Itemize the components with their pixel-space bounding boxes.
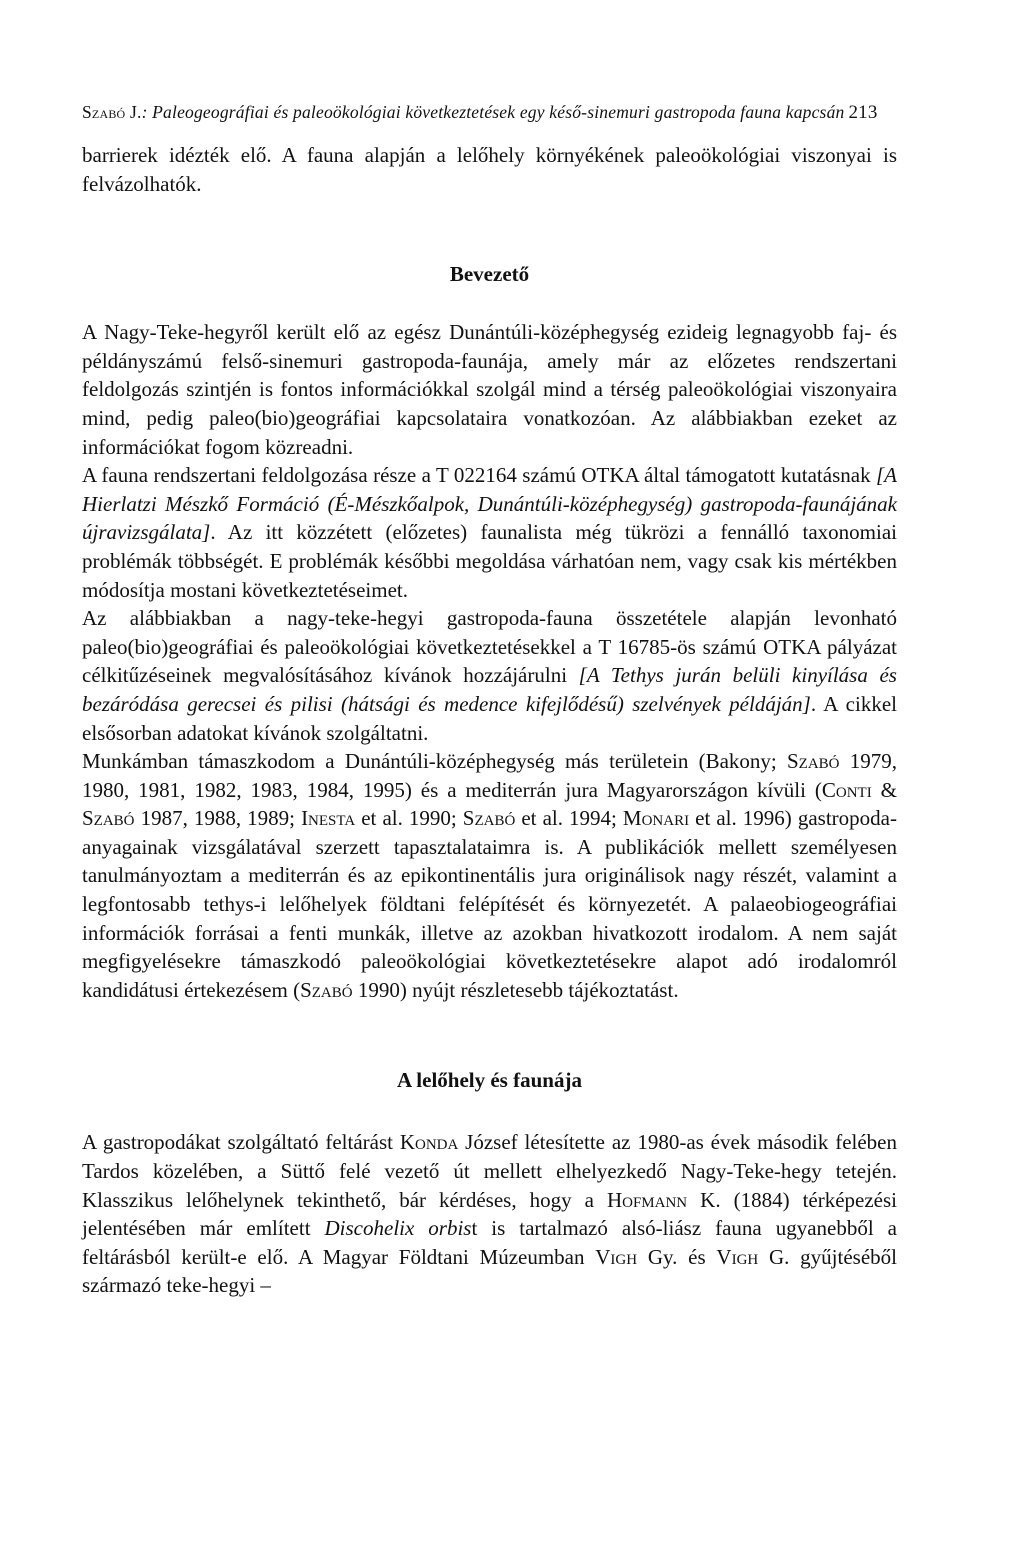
- author-name: Conti: [821, 777, 872, 802]
- text-run: A gastropodákat szolgáltató feltárást: [82, 1130, 400, 1155]
- section-heading-locality: A lelőhely és faunája: [397, 1068, 582, 1093]
- taxon-name-italic: Discohelix orbis: [324, 1216, 472, 1241]
- text-run: . A cikkel elsősorban adatokat kívánok szolgáltatni.: [82, 691, 897, 745]
- text-run: 1987, 1988, 1989;: [134, 806, 302, 831]
- document-page: [82, 100, 897, 1300]
- author-name: Szabó: [300, 977, 353, 1002]
- document-body: [82, 141, 897, 1300]
- page-number: 213: [848, 102, 878, 123]
- text-run: Gy. és: [637, 1244, 717, 1269]
- opening-paragraph: barrierek idézték elő. A fauna alapján a lelőhely környékének paleoökológiai viszonyai is felvázolhatók.: [82, 143, 897, 196]
- paragraph: [82, 604, 897, 747]
- author-name: Szabó: [82, 806, 135, 831]
- text-run: K. (1884) térképezési jelentésében már említett: [82, 1187, 898, 1241]
- author-name: Vigh: [716, 1244, 759, 1269]
- section-heading-introduction: Bevezető: [449, 262, 530, 287]
- text-run: et al. 1994;: [515, 806, 623, 831]
- author-name: Vigh: [595, 1244, 638, 1269]
- author-name: Konda: [399, 1130, 459, 1155]
- author-name: Hofmann: [606, 1187, 688, 1212]
- paragraph: [82, 461, 897, 604]
- text-run: 1990) nyújt részletesebb tájékoztatást.: [352, 977, 679, 1002]
- author-name: Szabó: [787, 749, 840, 774]
- author-name: Szabó: [462, 806, 516, 831]
- text-run: Az alábbiakban a nagy-teke-hegyi gastropoda-fauna összetétele alapján levonható paleo(bio)geográfiai és paleoökológiai következtetésekkel a T 16785-ös számú OTKA pályázat célkitűzéseinek megvalósításához kívánok hozzájárulni: [82, 606, 897, 688]
- paragraph: [82, 1128, 897, 1300]
- text-run: t is tartalmazó alsó-liász fauna ugyanebből a feltárásból került-e elő. A Magyar Földtani Múzeumban: [82, 1216, 898, 1269]
- running-head-title: : Paleogeográfiai és paleoökológiai következtetések egy késő-sinemuri gastropoda fauna kapcsán: [141, 102, 845, 122]
- text-run: et al. 1990;: [355, 806, 463, 831]
- text-run: A fauna rendszertani feldolgozása része a T 022164 számú OTKA által támogatott kutatásnak: [82, 463, 876, 488]
- text-run: et al. 1996) gastropoda-anyagainak vizsgálatával szerzett tapasztalataimra is. A publikációk mellett személyesen tanulmányoztam a mediterrán és az epikontinentális jura originálisok nagy részét, valamint a legfontosabb tethys-i lelőhelyek földtani felépítését és környezetét. A palaeobiogeográfiai információk forrásai a fenti munkák, illetve az azokban hivatkozott irodalom. A nem saját megfigyelésekre támaszkodó paleoökológiai következtetésekre alapot adó irodalomról kandidátusi értekezésem (: [82, 806, 897, 1002]
- paragraph: A Nagy-Teke-hegyről került elő az egész Dunántúli-középhegység ezideig legnagyobb faj- és példányszámú felső-sinemuri gastropoda-faunája, amely már az előzetes rendszertani feldolgozás szintjén is fontos információkkal szolgál mind a térség paleoökológiai viszonyaira mind, pedig paleo(bio)geográfiai kapcsolataira vonatkozóan. Az alábbiakban ezeket az információkat fogom közreadni.: [82, 320, 897, 459]
- text-run: G. gyűjtéséből származó teke-hegyi –: [82, 1244, 897, 1298]
- text-run: &: [871, 777, 897, 802]
- project-title-italic: [A Hierlatzi Mészkő Formáció (É-Mészkőalpok, Dunántúli-középhegység) gastropoda-faunájának újravizsgálata]: [82, 463, 897, 545]
- author-name: Inesta: [301, 806, 356, 831]
- running-head: [82, 100, 897, 125]
- text-run: . Az itt közzétett (előzetes) faunalista még tükrözi a fennálló taxonomiai problémák többségét. E problémák későbbi megoldása várhatóan nem, vagy csak kis mértékben módosítja mostani következtetéseimet.: [82, 520, 897, 602]
- paragraph: [82, 747, 897, 1004]
- text-run: Munkámban támaszkodom a Dunántúli-középhegység más területein (Bakony;: [82, 749, 787, 774]
- author-name: Monari: [622, 806, 690, 831]
- project-title-italic: [A Tethys jurán belüli kinyílása és bezáródása gerecsei és pilisi (hátsági és medence kifejlődésű) szelvények példáján]: [82, 663, 897, 716]
- running-head-author: Szabó J.: [82, 102, 142, 122]
- text-run: József létesítette az 1980-as évek második felében Tardos közelében, a Süttő felé vezető út mellett elhelyezkedő Nagy-Teke-hegy tetején. Klasszikus lelőhelynek tekinthető, bár kérdéses, hogy a: [82, 1130, 897, 1212]
- text-run: 1979, 1980, 1981, 1982, 1983, 1984, 1995) és a mediterrán jura Magyarországon kívüli (: [82, 749, 898, 802]
